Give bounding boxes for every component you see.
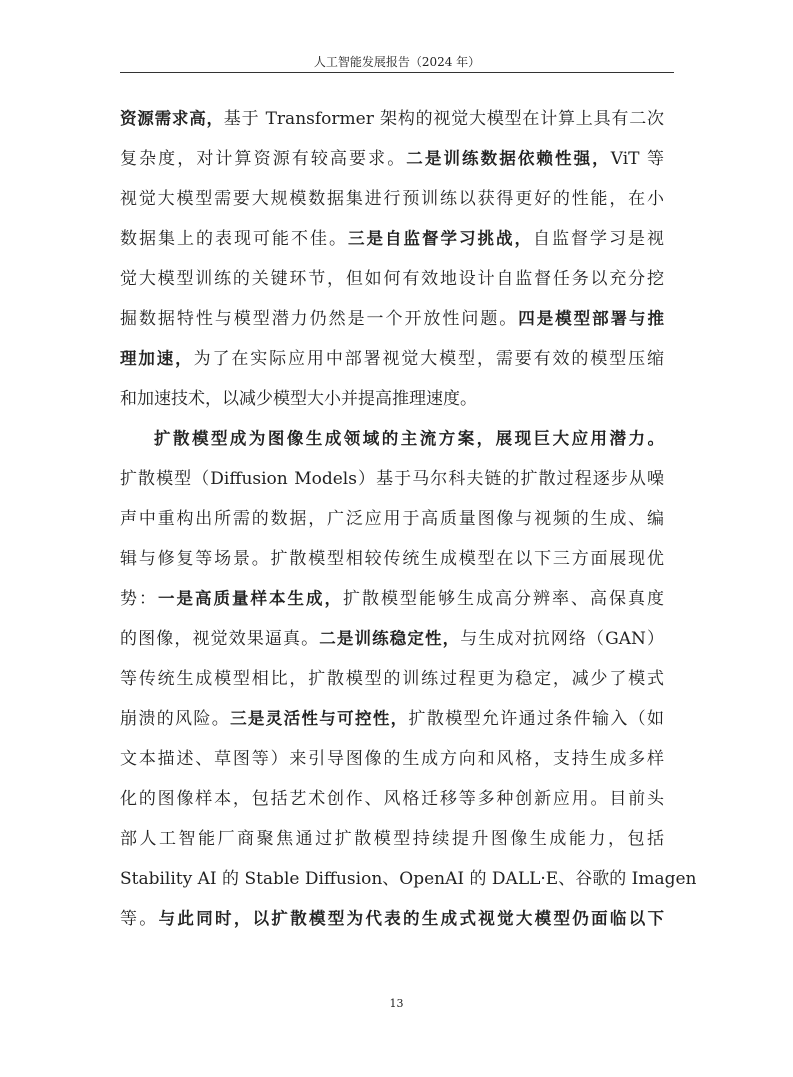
text-line — [120, 379, 664, 419]
bold-phrase: 三是灵活性与可控性， — [230, 709, 409, 728]
text-line — [120, 899, 664, 939]
text-line — [120, 179, 664, 219]
text-run: 声中重构出所需的数据，广泛应用于高质量图像与视频的生成、编 — [120, 509, 664, 529]
text-run: 的图像，视觉效果逼真。 — [120, 629, 320, 649]
text-run: Stability AI 的 Stable Diffusion、OpenAI 的 DALL·E、谷歌的 Imagen — [120, 869, 697, 889]
text-run: 文本描述、草图等）来引导图像的生成方向和风格，支持生成多样 — [120, 749, 664, 769]
text-run: 扩散模型允许通过条件输入（如 — [408, 709, 665, 729]
text-line — [120, 779, 664, 819]
text-run: 势： — [120, 589, 158, 609]
bold-phrase: 扩散模型成为图像生成领域的主流方案，展现巨大应用潜力。 — [154, 429, 664, 448]
text-line — [120, 219, 664, 259]
text-line — [120, 699, 664, 739]
text-run: 崩溃的风险。 — [120, 709, 231, 729]
text-run: 等。 — [120, 909, 159, 929]
text-run: 化的图像样本，包括艺术创作、风格迁移等多种创新应用。目前头 — [120, 789, 664, 809]
text-line — [120, 459, 664, 499]
text-run: 自监督学习是视 — [533, 229, 664, 249]
bold-phrase: 理加速， — [120, 349, 194, 368]
text-run: 视觉大模型需要大规模数据集进行预训练以获得更好的性能，在小 — [120, 189, 664, 209]
text-run: 觉大模型训练的关键环节，但如何有效地设计自监督任务以充分挖 — [120, 269, 664, 289]
text-line — [120, 499, 664, 539]
text-run: ViT 等 — [610, 149, 664, 169]
bold-phrase: 二是训练稳定性， — [319, 629, 461, 648]
text-run: 辑与修复等场景。扩散模型相较传统生成模型在以下三方面展现优 — [120, 549, 664, 569]
text-run: 扩散模型（Diffusion Models）基于马尔科夫链的扩散过程逐步从噪 — [120, 469, 664, 489]
text-line — [120, 339, 664, 379]
bold-phrase: 资源需求高， — [120, 109, 224, 128]
bold-phrase: 三是自监督学习挑战， — [348, 229, 533, 248]
text-line — [120, 859, 697, 899]
page-number: 13 — [389, 997, 404, 1010]
text-run: 扩散模型能够生成高分辨率、高保真度 — [343, 589, 664, 609]
body-text — [120, 99, 697, 939]
text-run: 部人工智能厂商聚焦通过扩散模型持续提升图像生成能力，包括 — [120, 829, 664, 849]
text-line — [120, 619, 664, 659]
text-run: 与生成对抗网络（GAN） — [460, 629, 665, 649]
text-run: 为了在实际应用中部署视觉大模型，需要有效的模型压缩 — [193, 349, 665, 369]
bold-phrase: 与此同时，以扩散模型为代表的生成式视觉大模型仍面临以下 — [158, 909, 665, 928]
text-run: 掘数据特性与模型潜力仍然是一个开放性问题。 — [120, 309, 519, 329]
text-run: 数据集上的表现可能不佳。 — [120, 229, 348, 249]
bold-phrase: 二是训练数据依赖性强， — [406, 149, 611, 168]
text-line — [120, 659, 664, 699]
text-line — [120, 419, 664, 459]
text-line — [120, 739, 664, 779]
bold-phrase: 四是模型部署与推 — [518, 309, 665, 328]
text-line — [120, 579, 664, 619]
text-run: 基于 Transformer 架构的视觉大模型在计算上具有二次 — [223, 109, 665, 129]
text-line — [120, 259, 664, 299]
text-line — [120, 819, 664, 859]
running-header: 人工智能发展报告（2024 年） — [313, 55, 481, 69]
text-line — [120, 99, 664, 139]
header-divider — [120, 72, 674, 73]
text-run: 等传统生成模型相比，扩散模型的训练过程更为稳定，减少了模式 — [120, 669, 664, 689]
bold-phrase: 一是高质量样本生成， — [158, 589, 343, 608]
text-line — [120, 539, 664, 579]
text-line — [120, 139, 664, 179]
text-line — [120, 299, 664, 339]
text-run: 复杂度，对计算资源有较高要求。 — [120, 149, 407, 169]
text-run: 和加速技术，以减少模型大小并提高推理速度。 — [120, 389, 477, 409]
